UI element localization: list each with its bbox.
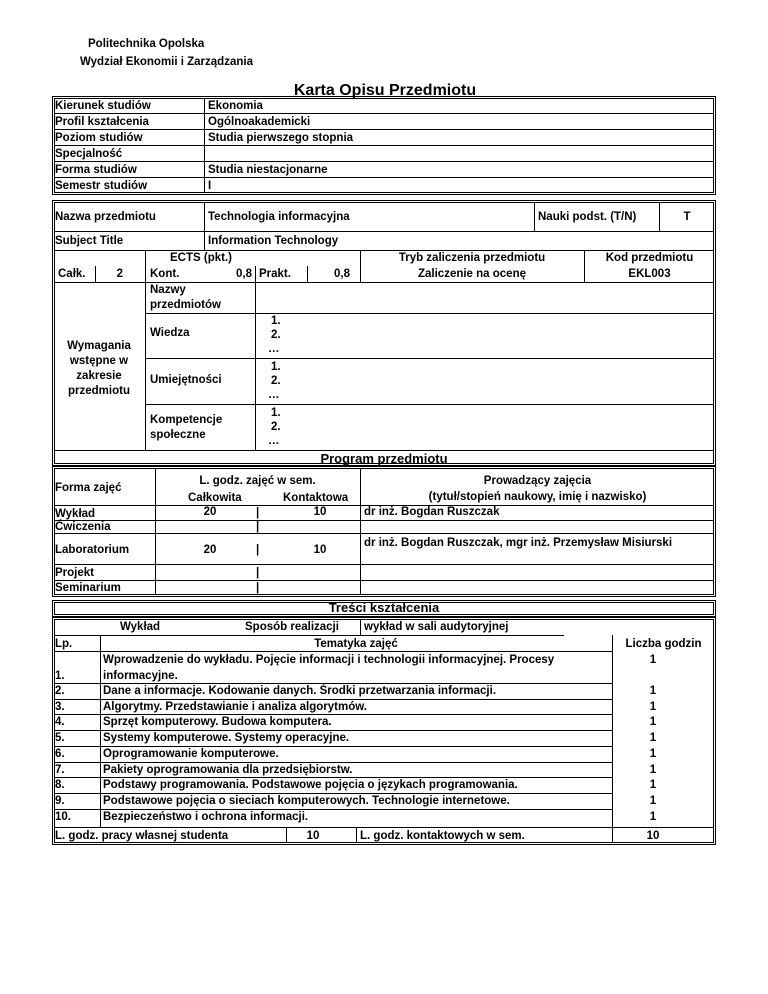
program-form-exercises: Ćwiczenia xyxy=(55,521,111,533)
semester-value: I xyxy=(208,180,212,192)
topic-2-lp: 2. xyxy=(55,685,65,697)
topic-4-hours: 1 xyxy=(649,716,657,728)
profile-value: Ogólnoakademicki xyxy=(208,116,311,128)
program-separator-exercises: | xyxy=(256,521,260,533)
ects-practical-value: 0,8 xyxy=(334,268,350,280)
basic-sciences-label: Nauki podst. (T/N) xyxy=(538,211,637,223)
topic-9-lp: 9. xyxy=(55,795,65,807)
knowledge-item-2: 2. xyxy=(271,329,281,341)
ects-total-value: 2 xyxy=(116,268,123,280)
contact-hours-value: 10 xyxy=(646,830,660,842)
content-type-label: Wykład xyxy=(120,621,161,633)
topic-8-lp: 8. xyxy=(55,779,65,791)
subject-name-value: Technologia informacyjna xyxy=(208,211,350,223)
topic-5-hours: 1 xyxy=(649,732,657,744)
subject-title-value: Information Technology xyxy=(208,235,339,247)
level-value: Studia pierwszego stopnia xyxy=(208,132,354,144)
program-contact-laboratory: 10 xyxy=(313,544,327,556)
topic-3-text: Algorytmy. Przedstawianie i analiza algorytmów. xyxy=(103,701,367,713)
topics-header: Tematyka zajęć xyxy=(314,638,398,650)
skills-item-2: 2. xyxy=(271,375,281,387)
page-title: Karta Opisu Przedmiotu xyxy=(293,82,477,99)
program-form-seminar: Seminarium xyxy=(55,582,121,594)
ects-label: ECTS (pkt.) xyxy=(170,252,232,264)
method-value: wykład w sali audytoryjnej xyxy=(364,621,509,633)
hours-total-header: Całkowita xyxy=(188,492,242,504)
topic-4-lp: 4. xyxy=(55,716,65,728)
program-form-project: Projekt xyxy=(55,567,94,579)
ects-contact-label: Kont. xyxy=(150,268,180,280)
teacher-header: Prowadzący zajęcia xyxy=(483,475,592,487)
topic-2-text: Dane a informacje. Kodowanie danych. Środki przetwarzania informacji. xyxy=(103,685,497,697)
topic-8-text: Podstawy programowania. Podstawowe pojęcia o językach programowania. xyxy=(103,779,518,791)
contact-hours-label: L. godz. kontaktowych w sem. xyxy=(360,830,525,842)
form-header: Forma zajęć xyxy=(55,482,122,494)
program-total-lecture: 20 xyxy=(203,506,217,518)
content-title: Treści kształcenia xyxy=(328,600,440,615)
knowledge-item-1: 1. xyxy=(271,315,281,327)
teacher-subheader: (tytuł/stopień naukowy, imię i nazwisko) xyxy=(428,491,647,503)
university-name: Politechnika Opolska xyxy=(88,38,205,50)
course-code-value: EKL003 xyxy=(628,268,671,280)
topic-6-hours: 1 xyxy=(649,748,657,760)
self-work-label: L. godz. pracy własnej studenta xyxy=(55,830,229,842)
topic-3-lp: 3. xyxy=(55,701,65,713)
skills-item-1: 1. xyxy=(271,361,281,373)
topic-1-hours: 1 xyxy=(649,654,657,666)
topic-10-text: Bezpieczeństwo i ochrona informacji. xyxy=(103,811,309,823)
study-form-label: Forma studiów xyxy=(55,164,137,176)
topic-1-lp: 1. xyxy=(55,670,65,682)
assessment-value: Zaliczenie na ocenę xyxy=(417,268,526,280)
hours-contact-header: Kontaktowa xyxy=(283,492,349,504)
field-of-study-value: Ekonomia xyxy=(208,100,263,112)
topic-7-lp: 7. xyxy=(55,764,65,776)
hours-header: L. godz. zajęć w sem. xyxy=(199,475,316,487)
program-form-lecture: Wykład xyxy=(55,508,96,520)
topic-1-line-1: Wprowadzenie do wykładu. Pojęcie informacji i technologii informacyjnej. Procesy xyxy=(103,654,555,666)
topic-7-text: Pakiety oprogramowania dla przedsiębiorstw. xyxy=(103,764,353,776)
field-of-study-label: Kierunek studiów xyxy=(55,100,151,112)
method-label: Sposób realizacji xyxy=(245,621,339,633)
subject-title-label: Subject Title xyxy=(55,235,124,247)
program-teacher-lecture: dr inż. Bogdan Ruszczak xyxy=(364,506,500,518)
level-label: Poziom studiów xyxy=(55,132,143,144)
assessment-label: Tryb zaliczenia przedmiotu xyxy=(398,252,546,264)
ects-contact-value: 0,8 xyxy=(236,268,252,280)
program-separator-seminar: | xyxy=(256,582,260,594)
knowledge-ellipsis: … xyxy=(268,343,280,355)
faculty-name: Wydział Ekonomii i Zarządzania xyxy=(80,56,253,68)
topic-10-hours: 1 xyxy=(649,811,657,823)
subject-names-header: Nazwy przedmiotów xyxy=(150,284,221,311)
topic-2-hours: 1 xyxy=(649,685,657,697)
topic-7-hours: 1 xyxy=(649,764,657,776)
program-contact-lecture: 10 xyxy=(313,506,327,518)
basic-sciences-value: T xyxy=(683,211,691,223)
prerequisites-label: Wymagania wstępne w zakresie przedmiotu xyxy=(67,340,131,397)
topic-5-lp: 5. xyxy=(55,732,65,744)
skills-label: Umiejętności xyxy=(150,374,222,386)
program-separator-project: | xyxy=(256,567,260,579)
topic-9-text: Podstawowe pojęcia o sieciach komputerowych. Technologie internetowe. xyxy=(103,795,510,807)
program-teacher-laboratory: dr inż. Bogdan Ruszczak, mgr inż. Przemysław Misiurski xyxy=(364,537,673,549)
semester-label: Semestr studiów xyxy=(55,180,148,192)
lp-header: Lp. xyxy=(55,638,73,650)
competence-item-2: 2. xyxy=(271,421,281,433)
program-form-laboratory: Laboratorium xyxy=(55,544,130,556)
competence-label: Kompetencje społeczne xyxy=(150,414,223,441)
topic-10-lp: 10. xyxy=(55,811,71,823)
program-title: Program przedmiotu xyxy=(320,451,448,466)
self-work-value: 10 xyxy=(306,830,320,842)
topic-5-text: Systemy komputerowe. Systemy operacyjne. xyxy=(103,732,350,744)
topic-1-line-2: informacyjne. xyxy=(103,670,178,682)
program-separator-laboratory: | xyxy=(256,544,260,556)
topic-6-text: Oprogramowanie komputerowe. xyxy=(103,748,279,760)
program-separator-lecture: | xyxy=(256,507,260,519)
topic-6-lp: 6. xyxy=(55,748,65,760)
topic-9-hours: 1 xyxy=(649,795,657,807)
ects-total-label: Całk. xyxy=(58,268,86,280)
study-form-value: Studia niestacjonarne xyxy=(208,164,328,176)
ects-practical-label: Prakt. xyxy=(259,268,291,280)
course-code-label: Kod przedmiotu xyxy=(605,252,694,264)
subject-name-label: Nazwa przedmiotu xyxy=(55,211,156,223)
hours-count-header: Liczba godzin xyxy=(625,638,702,650)
program-total-laboratory: 20 xyxy=(203,544,217,556)
topic-8-hours: 1 xyxy=(649,779,657,791)
topic-4-text: Sprzęt komputerowy. Budowa komputera. xyxy=(103,716,332,728)
specialty-label: Specjalność xyxy=(55,148,123,160)
skills-ellipsis: … xyxy=(268,389,280,401)
competence-ellipsis: … xyxy=(268,435,280,447)
profile-label: Profil kształcenia xyxy=(55,116,149,128)
competence-item-1: 1. xyxy=(271,407,281,419)
knowledge-label: Wiedza xyxy=(150,327,190,339)
topic-3-hours: 1 xyxy=(649,701,657,713)
